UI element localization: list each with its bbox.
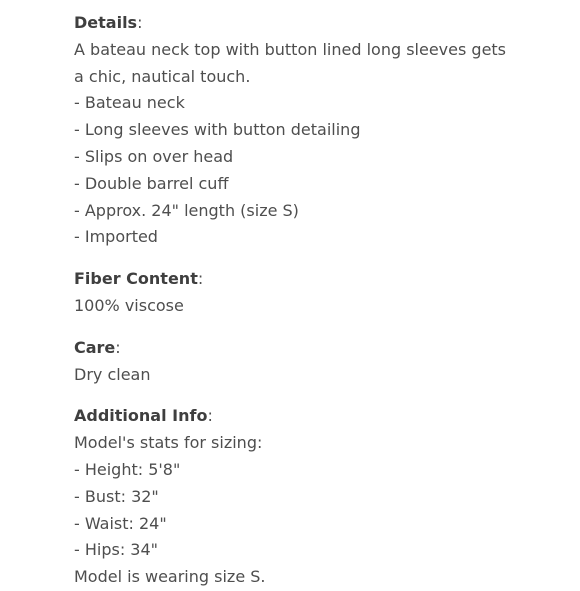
details-title: Details [74, 13, 138, 32]
additional-info-heading [74, 403, 574, 430]
details-section [74, 10, 574, 251]
details-colon: : [137, 13, 143, 32]
details-bullet: - Imported [74, 227, 158, 247]
additional-info-line: Model is wearing size S. [74, 567, 266, 587]
additional-info-line: - Height: 5'8" [74, 459, 181, 479]
details-bullet: - Long sleeves with button detailing [74, 120, 361, 140]
details-bullet: - Double barrel cuff [74, 173, 229, 193]
fiber-content-value: 100% viscose [74, 295, 184, 315]
care-value: Dry clean [74, 364, 151, 384]
additional-info-line: - Bust: 32" [74, 486, 159, 506]
details-heading [74, 10, 574, 37]
additional-info-section [74, 403, 574, 591]
fiber-content-heading [74, 266, 574, 293]
care-title: Care [74, 337, 116, 357]
fiber-content-section [74, 266, 574, 320]
details-bullet: - Bateau neck [74, 93, 185, 113]
additional-info-line: Model's stats for sizing: [74, 433, 263, 453]
care-heading [74, 335, 574, 362]
additional-info-line: - Waist: 24" [74, 513, 167, 533]
details-bullet: - Approx. 24" length (size S) [74, 200, 299, 220]
care-colon: : [115, 337, 121, 357]
additional-info-line: - Hips: 34" [74, 540, 159, 560]
additional-info-colon: : [207, 406, 213, 426]
product-description [74, 10, 574, 591]
additional-info-title: Additional Info [74, 406, 208, 426]
fiber-content-colon: : [197, 269, 204, 289]
care-section [74, 335, 574, 389]
details-description: A bateau neck top with button lined long sleeves gets a chic, nautical touch. [74, 39, 507, 86]
details-bullet: - Slips on over head [74, 146, 234, 166]
fiber-content-title: Fiber Content [74, 269, 198, 289]
